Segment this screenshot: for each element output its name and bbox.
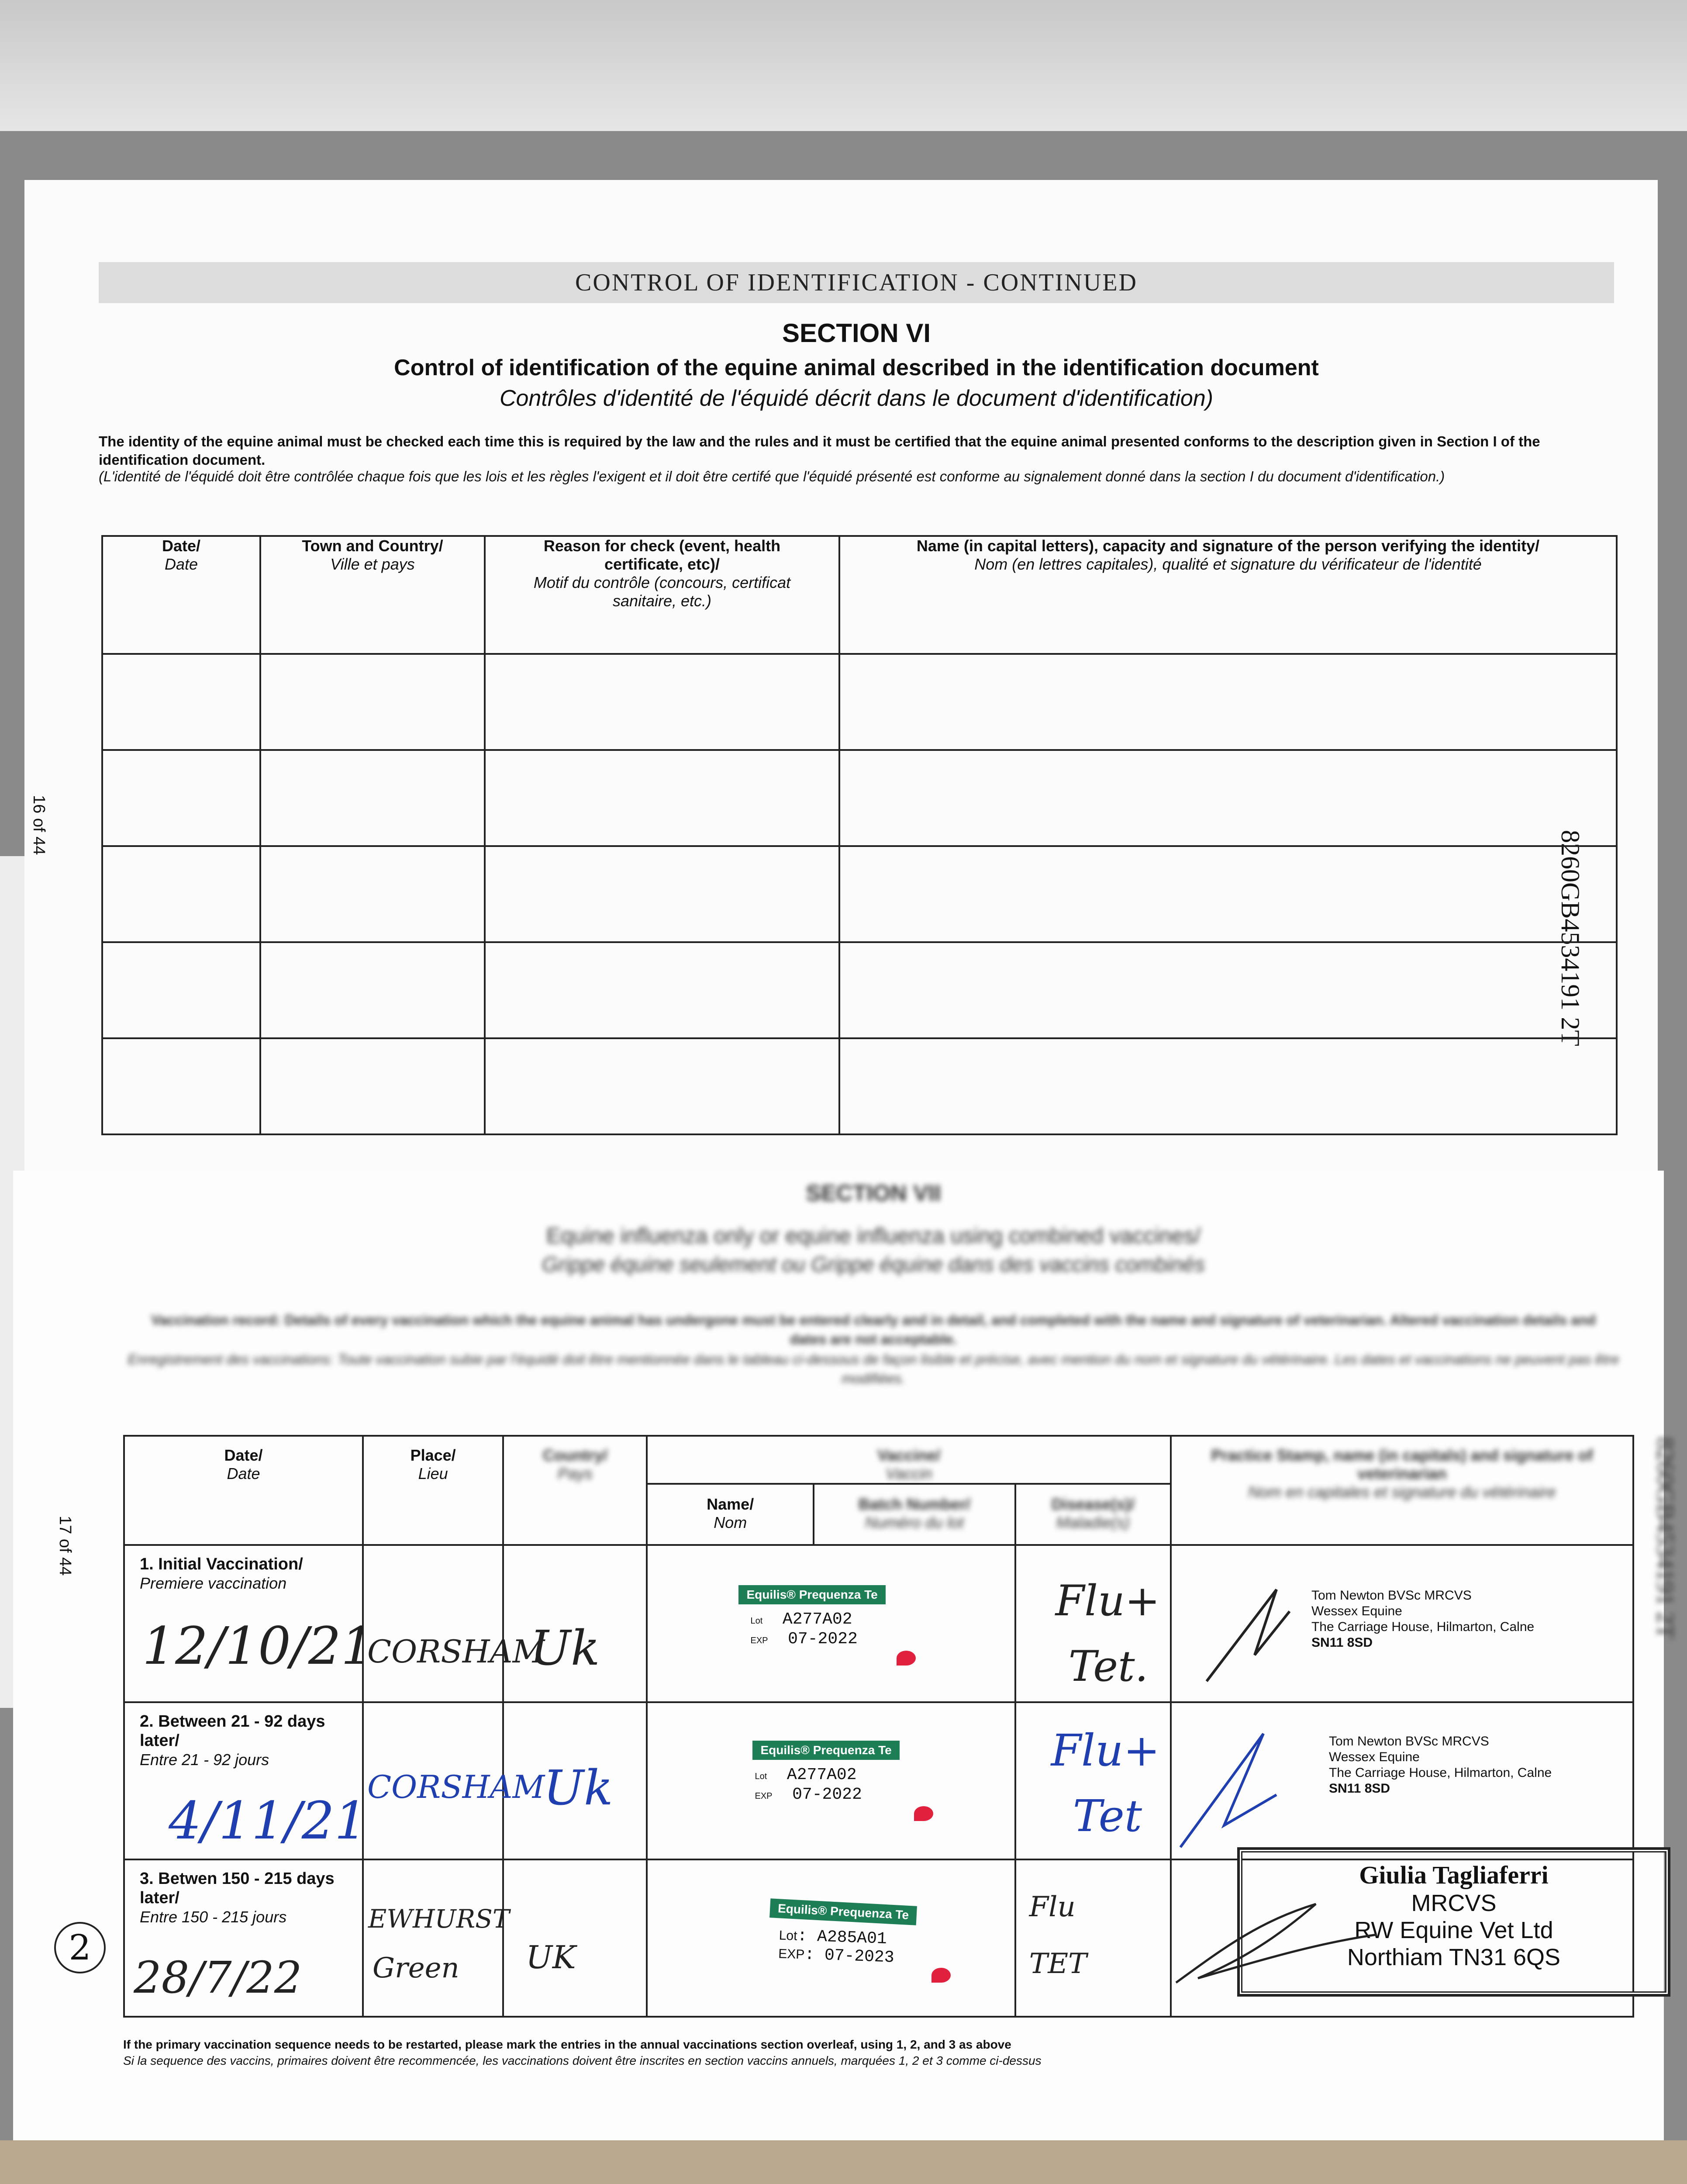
vaccination-row-3 xyxy=(124,1859,1633,2017)
vaccine-batch: Lot: A285A01 EXP: 07-2023 xyxy=(778,1926,895,1967)
cell-reason[interactable] xyxy=(485,654,839,750)
row-label: 3. Betwen 150 - 215 days later/ xyxy=(140,1870,335,1907)
table-row xyxy=(102,654,1617,750)
handwritten-place-2: Green xyxy=(373,1952,459,1984)
cell-date[interactable] xyxy=(124,1702,367,1859)
header-country: Country/ Pays xyxy=(503,1436,647,1545)
cell-date[interactable] xyxy=(102,1038,260,1134)
vaccine-sticker-label: Equilis® Prequenza Te xyxy=(738,1585,885,1604)
sticker-mark-icon xyxy=(931,1968,951,1983)
cell-date[interactable] xyxy=(124,1545,374,1702)
handwritten-date: 4/11/21 xyxy=(169,1790,367,1851)
stamp-vet-title: MRCVS xyxy=(1411,1890,1497,1916)
cell-disease[interactable] xyxy=(1015,1545,1171,1702)
cell-vet-stamp[interactable] xyxy=(1171,1702,1633,1859)
header-batch-number: Batch Number/ Numéro du lot xyxy=(814,1484,1015,1545)
header-date: Date/ Date xyxy=(102,536,260,654)
signature-icon xyxy=(1172,1895,1390,1991)
handwritten-disease: Flu xyxy=(1029,1891,1076,1923)
section-subtitle-en: Control of identification of the equine animal described in the identification document xyxy=(394,355,1319,380)
cell-verifier[interactable] xyxy=(839,846,1617,942)
row-label-fr: Entre 21 - 92 jours xyxy=(140,1751,269,1769)
signature-icon xyxy=(1202,1585,1298,1686)
cell-date[interactable] xyxy=(124,1859,363,2017)
handwritten-place: CORSHAM xyxy=(367,1769,545,1805)
cell-disease[interactable] xyxy=(1015,1702,1171,1859)
header-vaccine-name: Name/ Nom xyxy=(647,1484,813,1545)
cell-vet-stamp[interactable] xyxy=(1171,1545,1633,1702)
header-practice-stamp: Practice Stamp, name (in capitals) and signature of veterinarian Nom en capitales et signature du vétérinaire xyxy=(1171,1436,1633,1545)
exp-date: 07-2022 xyxy=(792,1785,862,1804)
handwritten-country: UK xyxy=(526,1939,576,1976)
cell-reason[interactable] xyxy=(485,1038,839,1134)
table-header-row xyxy=(124,1436,1633,1484)
lot-label: Lot xyxy=(750,1616,763,1626)
page-number-17: 17 of 44 xyxy=(56,1516,74,1576)
sticker-mark-icon xyxy=(914,1806,933,1821)
handwritten-disease: Flu+ xyxy=(1051,1725,1160,1776)
cell-date[interactable] xyxy=(102,942,260,1038)
vaccine-sticker-label: Equilis® Prequenza Te xyxy=(752,1741,899,1760)
cell-verifier[interactable] xyxy=(839,654,1617,750)
vaccination-record-en: Vaccination record: Details of every vaccination which the equine animal has undergone must be entered clearly and in detail, and completed with the name and signature of veterinarian. Altered vaccination details and dates are not acceptable. xyxy=(151,1312,1596,1347)
table-row xyxy=(102,942,1617,1038)
cell-town[interactable] xyxy=(260,654,485,750)
page-banner: CONTROL OF IDENTIFICATION - CONTINUED xyxy=(99,262,1614,303)
circled-number: 2 xyxy=(54,1922,106,1973)
cell-date[interactable] xyxy=(102,750,260,846)
vet-stamp-text xyxy=(1311,1588,1534,1651)
table-row xyxy=(102,750,1617,846)
handwritten-disease-2: Tet xyxy=(1073,1790,1142,1842)
cell-disease[interactable] xyxy=(1015,1859,1171,2017)
vaccine-batch xyxy=(755,1766,862,1805)
header-place: Place/ Lieu xyxy=(363,1436,503,1545)
cell-vet-stamp[interactable] xyxy=(1171,1859,1633,2017)
vet-postcode: SN11 8SD xyxy=(1311,1635,1373,1650)
vet-name: Tom Newton BVSc MRCVS xyxy=(1311,1588,1472,1603)
exp-label: EXP xyxy=(755,1791,773,1801)
handwritten-country: Uk xyxy=(530,1620,600,1676)
exp-label: EXP xyxy=(750,1636,768,1645)
scanner-background-bottom xyxy=(0,2140,1687,2184)
cell-town[interactable] xyxy=(260,846,485,942)
ueln-number-page17: 8260GB4534191 2T xyxy=(1652,1437,1679,1639)
vaccine-sticker-label: Equilis® Prequenza Te xyxy=(770,1898,918,1925)
lot-label: Lot xyxy=(779,1928,798,1943)
handwritten-date: 12/10/21 xyxy=(142,1616,374,1676)
row-label: 2. Between 21 - 92 days later/ xyxy=(140,1712,325,1750)
cell-reason[interactable] xyxy=(485,942,839,1038)
vet-stamp-text xyxy=(1329,1734,1552,1797)
exp-date: 07-2023 xyxy=(824,1946,895,1967)
vaccine-batch xyxy=(750,1610,857,1650)
cell-country[interactable] xyxy=(503,1859,647,2017)
ueln-number: 8260GB4534191 2T xyxy=(1556,830,1585,1046)
cell-verifier[interactable] xyxy=(839,1038,1617,1134)
exp-label: EXP xyxy=(778,1946,805,1962)
section-vii-subtitle-fr: Grippe équine seulement ou Grippe équine dans des vaccins combinés xyxy=(542,1253,1205,1276)
signature-icon xyxy=(1176,1729,1281,1852)
vet-practice: Wessex Equine xyxy=(1328,1750,1420,1764)
row-label-fr: Entre 150 - 215 jours xyxy=(140,1908,287,1926)
header-date: Date/ Date xyxy=(124,1436,363,1545)
footer-note-fr: Si la sequence des vaccins, primaires doivent être recommencée, les vaccinations doivent être inscrites en section vaccins annuels, marquées 1, 2 et 3 comme ci-dessus xyxy=(123,2054,1042,2067)
header-disease: Disease(s)/ Maladie(s) xyxy=(1015,1484,1171,1545)
cell-town[interactable] xyxy=(260,750,485,846)
header-vaccine: Vaccine/ Vaccin xyxy=(647,1436,1170,1484)
table-row xyxy=(102,1038,1617,1134)
page-number-16: 16 of 44 xyxy=(30,795,48,855)
exp-date: 07-2022 xyxy=(788,1630,858,1648)
handwritten-country: Uk xyxy=(543,1760,613,1816)
lot-label: Lot xyxy=(755,1772,767,1781)
cell-town[interactable] xyxy=(260,942,485,1038)
vet-practice: Wessex Equine xyxy=(1311,1604,1402,1618)
vaccination-row-2 xyxy=(124,1702,1633,1859)
row-label-fr: Premiere vaccination xyxy=(140,1574,287,1592)
table-row xyxy=(102,846,1617,942)
vet-address: The Carriage House, Hilmarton, Calne xyxy=(1311,1620,1535,1634)
lot-number: A277A02 xyxy=(782,1610,852,1629)
lot-number: A285A01 xyxy=(817,1927,887,1949)
vet-postcode: SN11 8SD xyxy=(1328,1781,1390,1796)
cell-country[interactable] xyxy=(503,1702,647,1859)
scanner-background-top xyxy=(0,0,1687,131)
cell-reason[interactable] xyxy=(485,846,839,942)
footer-note-en: If the primary vaccination sequence needs to be restarted, please mark the entries in the annual vaccinations section overleaf, using 1, 2, and 3 as above xyxy=(123,2038,1011,2051)
stamp-address: Northiam TN31 6QS xyxy=(1347,1944,1561,1970)
cell-date[interactable] xyxy=(102,846,260,942)
header-town-country: Town and Country/ Ville et pays xyxy=(260,536,485,654)
handwritten-date: 28/7/22 xyxy=(134,1952,302,2003)
vet-name: Tom Newton BVSc MRCVS xyxy=(1328,1734,1489,1749)
vaccination-row-1 xyxy=(124,1545,1633,1702)
intro-text-en: The identity of the equine animal must be checked each time this is required by the law and the rules and it must be certified that the equine animal presented conforms to the description given in Section I of the identification document. xyxy=(99,433,1540,468)
intro-text-fr: (L'identité de l'équidé doit être contrôlée chaque fois que les lois et les règles l'exigent et il doit être certifé que l'équidé présenté est conforme au signalement donné dans la section I du document d'identification.) xyxy=(99,468,1445,484)
cell-place[interactable] xyxy=(363,1859,510,2017)
section-vii-title: SECTION VII xyxy=(806,1181,941,1206)
handwritten-place: CORSHAM xyxy=(367,1633,545,1670)
section-vii-subtitle-en: Equine influenza only or equine influenza using combined vaccines/ xyxy=(546,1223,1201,1248)
cell-vaccine-sticker[interactable] xyxy=(647,1702,1015,1859)
cell-vaccine-sticker[interactable] xyxy=(647,1859,1015,2017)
cell-vaccine-sticker[interactable] xyxy=(647,1545,1015,1702)
cell-country[interactable] xyxy=(503,1545,647,1702)
vaccination-table xyxy=(123,1435,1634,2018)
vaccination-record-fr: Enregistrement des vaccinations: Toute vaccination subie par l'équidé doit être mentionnée dans le tableau ci-dessous de façon lisible et précise, avec mention du nom et signature du vétérinaire. Les dates et vaccinations ne peuvent pas être modifiées. xyxy=(128,1351,1619,1386)
cell-date[interactable] xyxy=(102,654,260,750)
cell-town[interactable] xyxy=(260,1038,485,1134)
handwritten-disease-2: Tet. xyxy=(1068,1642,1149,1691)
cell-reason[interactable] xyxy=(485,750,839,846)
cell-verifier[interactable] xyxy=(839,942,1617,1038)
handwritten-disease-2: TET xyxy=(1029,1948,1087,1980)
section-subtitle-fr: Contrôles d'identité de l'équidé décrit dans le document d'identification) xyxy=(499,386,1214,411)
cell-place[interactable] xyxy=(363,1702,545,1859)
stamp-practice: RW Equine Vet Ltd xyxy=(1354,1917,1553,1943)
cell-verifier[interactable] xyxy=(839,750,1617,846)
identity-check-table xyxy=(101,535,1618,1135)
sticker-mark-icon xyxy=(897,1651,916,1666)
stamp-vet-name: Giulia Tagliaferri xyxy=(1359,1861,1549,1889)
vet-address: The Carriage House, Hilmarton, Calne xyxy=(1328,1766,1552,1780)
cell-place[interactable] xyxy=(363,1545,545,1702)
table-header-row xyxy=(102,536,1617,654)
lot-number: A277A02 xyxy=(787,1766,857,1784)
handwritten-disease: Flu+ xyxy=(1055,1576,1160,1625)
header-reason: Reason for check (event, health certificate, etc)/ Motif du contrôle (concours, certificat sanitaire, etc.) xyxy=(485,536,839,654)
row-label: 1. Initial Vaccination/ xyxy=(140,1555,303,1573)
section-title: SECTION VI xyxy=(782,318,931,348)
header-verifier: Name (in capital letters), capacity and signature of the person verifying the identity/ Nom (en lettres capitales), qualité et signature du vérificateur de l'identité xyxy=(839,536,1617,654)
handwritten-place: EWHURST xyxy=(368,1904,510,1934)
